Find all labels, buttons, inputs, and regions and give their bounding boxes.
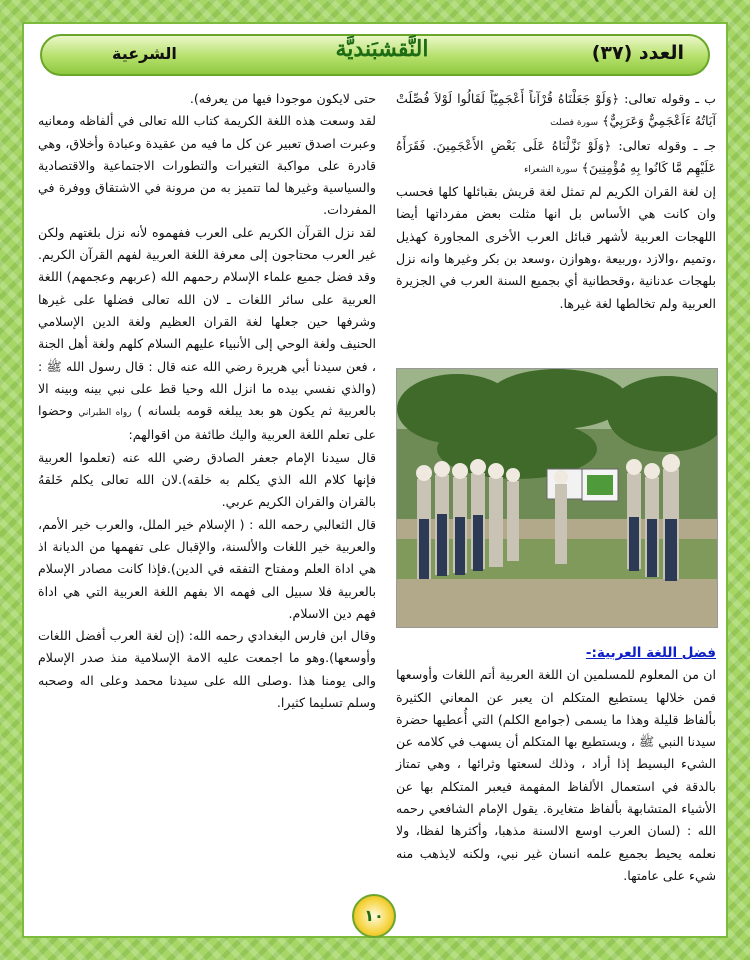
right-column [396,88,716,315]
paragraph: لقد نزل القرآن الكريم على العرب ففهموه لأنه نزل بلغتهم ولكن غير العرب محتاجون إلى معرفة اللغة العربية لفهم القرآن الكريم. وقد فضل جميع علماء الإسلام رحمهم الله (عربهم وعجمهم) اللغة العربية على سائر اللغات ـ لان الله تعالى فضلها على غيرها وشرفها حين جعلها لغة القران العظيم ولغة الدين الإسلامي الحنيف ولغة الوحي إلى الأنبياء عليهم السلام كلهم ولغة أهل الجنة ، فعن سيدنا أبي هريرة رضي الله عنه قال : قال رسول الله ﷺ : (والذي نفسي بيده ما انزل الله وحيا قط على نبي بينه وبينه الا بالعربية ثم يكون هو بعد يبلغه قومه بلسانه ) رواه الطبراني وحضوا على تعلم اللغة العربية واليك طائفة من اقوالهم: [38,224,376,443]
page-header [40,34,710,76]
paragraph: إن لغة القران الكريم لم تمثل لغة قريش بقبائلها كلها فحسب وان كانت هي الأساس بل انها مثلت بعض مفرداتها أيضا اللهجات العربية لأشهر قبائل العرب الأخرى المجاورة كهذيل ،وتميم ،والازد ،وربيعة ،وهوازن ،وسعد بن بكر وغيرها وانه نزل بلهجات عدنانية ،وقحطانية أي بجميع السنة العرب في الجزيرة العربية ولم تخالطها لغة غيرها. [396,184,716,311]
paragraph: وقال ابن فارس البغدادي رحمه الله: (إن لغة العرب أفضل اللغات وأوسعها).وهو ما اجمعت عليه الامة الإسلامية منذ صدر الإسلام والى يومنا هذا .وصلى الله على سيدنا محمد وعلى اله وصحبه وسلم تسليما كثيرا. [38,628,376,711]
paragraph: ان من المعلوم للمسلمين ان اللغة العربية أتم اللغات وأوسعها فمن خلالها يستطيع المتكلم ان يعبر عن المعاني الكثيرة بألفاظ قليلة وهذا ما يسمى (جوامع الكلم) التي أُعطيها حضرة سيدنا النبي ﷺ ، ويستطيع بها المتكلم أن يسهب في كلامه عن الشيء البسيط إذا أراد ، وذلك لسعتها وثرائها ، وهي تمتاز بالدقة في استعمال الألفاظ المفهمة فيعبر المتكلم بها عن الأشياء المتشابهة بألفاظ متغايرة. يقول الإمام الشافعي رحمه الله : (لسان العرب اوسع الالسنة مذهبا، وأكثرها لفظا، ولا نعلمه يحيط بجميع علمه انسان غير نبي، ولكنه لايذهب منه شيء على عامتها. [396,667,716,883]
section-name: الشرعية [112,44,177,63]
issue-number: العدد (٣٧) [591,42,684,64]
paragraph: لقد وسعت هذه اللغة الكريمة كتاب الله تعالى في ألفاظه ومعانيه وعبرت اصدق تعبير عن كل ما فيه من عقيدة وعبادة وأخلاق، وهي قادرة على مواكبة التغيرات والتطورات الاجتماعية والاقتصادية والسياسية وغيرها لما تتميز به من مرونة في الاشتقاق ووفرة في المفردات. [38,113,376,218]
verse-reference: سورة الشعراء [524,164,578,175]
hadith-reference: رواه الطبراني [78,408,132,419]
paragraph: قال سيدنا الإمام جعفر الصادق رضي الله عنه (تعلموا العربية فإنها كلام الله الذي يكلم به خلقه).لان الله تعالى يكلم خَلقهُ بالقران والقران الكريم عربي. [38,449,376,510]
paragraph: قال الثعالبي رحمه الله : ( الإسلام خير الملل، والعرب خير الأمم، والعربية خير اللغات والألسنة، والإقبال على تفهمها من الديانة اذ هي اداة العلم ومفتاح التفقه في الدين).فإذا كانت مصادر الإسلام بالعربية فلا سبيل الى فهمه الا بفهم اللغة العربية التي هي اداة فهم دين الاسلام. [38,516,376,621]
group-photo [396,368,718,628]
paragraph: حتى لايكون موجودا فيها من يعرفه). [189,91,376,106]
left-column [38,88,376,714]
photo-illustration [397,369,717,627]
quran-verse-fussilat: ب ـ وقوله تعالى: ﴿وَلَوْ جَعَلْنَاهُ قُرْآناً أَعْجَمِيّاً لَقَالُوا لَوْلاَ فُصِّلَتْ آيَاتُهُ ءَاَعْجَمِيٌّ وَعَرَبِيٌّ﴾ سورة فصلت [396,91,716,129]
virtue-section [396,642,716,887]
section-heading: فضل اللغة العربية:- [585,645,716,661]
quran-verse-shuara: جـ ـ وقوله تعالى: ﴿وَلَوْ نَزَّلْنَاهُ عَلَى بَعْضِ الأَعْجَمِينَ. فَقَرَأَهُ عَلَيْهِم مَّا كَانُوا بِهِ مُؤْمِنِينَ﴾ سورة الشعراء [396,137,716,175]
page-number: ١٠ [352,894,396,938]
verse-reference: سورة فصلت [550,118,599,129]
magazine-logo: النَّقشبَنديَّة [335,36,429,62]
